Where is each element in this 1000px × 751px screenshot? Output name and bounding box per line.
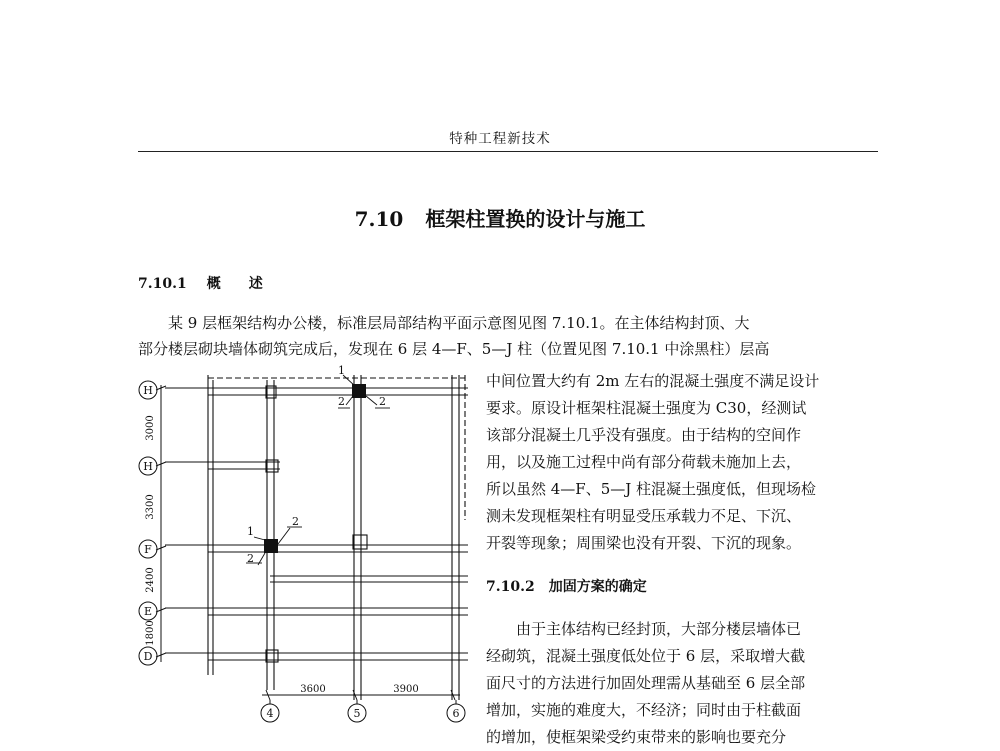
text-line: 要求。原设计框架柱混凝土强度为 C30，经测试 bbox=[486, 399, 807, 417]
text-line: 增加，实施的难度大，不经济；同时由于柱截面 bbox=[486, 701, 802, 719]
defective-column-5J bbox=[352, 384, 366, 398]
defective-column-4F bbox=[264, 539, 278, 553]
dimension-label: 3600 bbox=[300, 684, 326, 695]
leader-line bbox=[278, 528, 290, 544]
callout-label: 1 bbox=[338, 364, 345, 377]
callout-label: 1 bbox=[247, 525, 254, 538]
subsection-number: 7.10.1 bbox=[138, 276, 187, 292]
subsection-title-overview bbox=[138, 273, 263, 293]
axis-label: D bbox=[143, 650, 153, 663]
text-line: 的增加，使框架梁受约束带来的影响也要充分 bbox=[486, 728, 787, 746]
dimension-label: 3900 bbox=[393, 684, 419, 695]
leader-line bbox=[366, 396, 377, 405]
subsection-title-scheme bbox=[486, 576, 647, 596]
axis-label: H bbox=[143, 460, 153, 473]
text-line: 面尺寸的方法进行加固处理需从基础至 6 层全部 bbox=[486, 674, 806, 692]
structural-plan-figure bbox=[130, 360, 480, 731]
running-head: 特种工程新技术 bbox=[449, 131, 551, 147]
axis-label: F bbox=[144, 543, 152, 556]
dimension-label: 1800 bbox=[145, 620, 156, 646]
axis-label: 5 bbox=[353, 707, 361, 720]
text-line: 某 9 层框架结构办公楼，标准层局部结构平面示意图见图 7.10.1。在主体结构封顶、大 bbox=[138, 314, 750, 332]
callout-label: 2 bbox=[292, 515, 299, 528]
section-title-text: 框架柱置换的设计与施工 bbox=[425, 207, 646, 231]
text-line: 开裂等现象；周围梁也没有开裂、下沉的现象。 bbox=[486, 534, 802, 552]
leader-line bbox=[346, 396, 353, 405]
dimension-label: 3000 bbox=[145, 415, 156, 441]
dimension-label: 3300 bbox=[145, 494, 156, 520]
callout-label: 2 bbox=[379, 395, 386, 408]
axis-label: 6 bbox=[452, 707, 460, 720]
callout-label: 2 bbox=[338, 395, 345, 408]
leader-line bbox=[254, 537, 265, 540]
axis-label: E bbox=[143, 605, 153, 618]
column-marker bbox=[353, 535, 367, 549]
axis-label: H bbox=[143, 384, 153, 397]
subsection-title-part2: 述 bbox=[248, 276, 263, 292]
subsection-title-part1: 概 bbox=[206, 276, 221, 292]
text-line: 部分楼层砌块墙体砌筑完成后，发现在 6 层 4—F、5—J 柱（位置见图 7.10.1 中涂黑柱）层高 bbox=[138, 340, 770, 358]
text-line: 由于主体结构已经封顶，大部分楼层墙体已 bbox=[486, 620, 802, 638]
axis-label: 4 bbox=[266, 707, 274, 720]
subsection-title-text: 加固方案的确定 bbox=[548, 579, 647, 595]
callout-label: 2 bbox=[247, 552, 254, 565]
dimension-label: 2400 bbox=[145, 567, 156, 593]
header-rule bbox=[138, 151, 878, 152]
text-line: 用，以及施工过程中尚有部分荷载未施加上去， bbox=[486, 453, 802, 471]
text-line: 中间位置大约有 2m 左右的混凝土强度不满足设计 bbox=[486, 372, 820, 390]
text-line: 所以虽然 4—F、5—J 柱混凝土强度低，但现场检 bbox=[486, 480, 817, 498]
text-line: 测未发现框架柱有明显受压承载力不足、下沉、 bbox=[486, 507, 802, 525]
section-title bbox=[0, 203, 1000, 232]
paragraph-overview-full bbox=[138, 310, 880, 362]
paragraph-overview-wrap bbox=[486, 368, 880, 557]
text-line: 该部分混凝土几乎没有强度。由于结构的空间作 bbox=[486, 426, 802, 444]
section-number: 7.10 bbox=[354, 207, 404, 231]
text-line: 经砌筑，混凝土强度低处位于 6 层，采取增大截 bbox=[486, 647, 806, 665]
subsection-number: 7.10.2 bbox=[486, 579, 535, 595]
